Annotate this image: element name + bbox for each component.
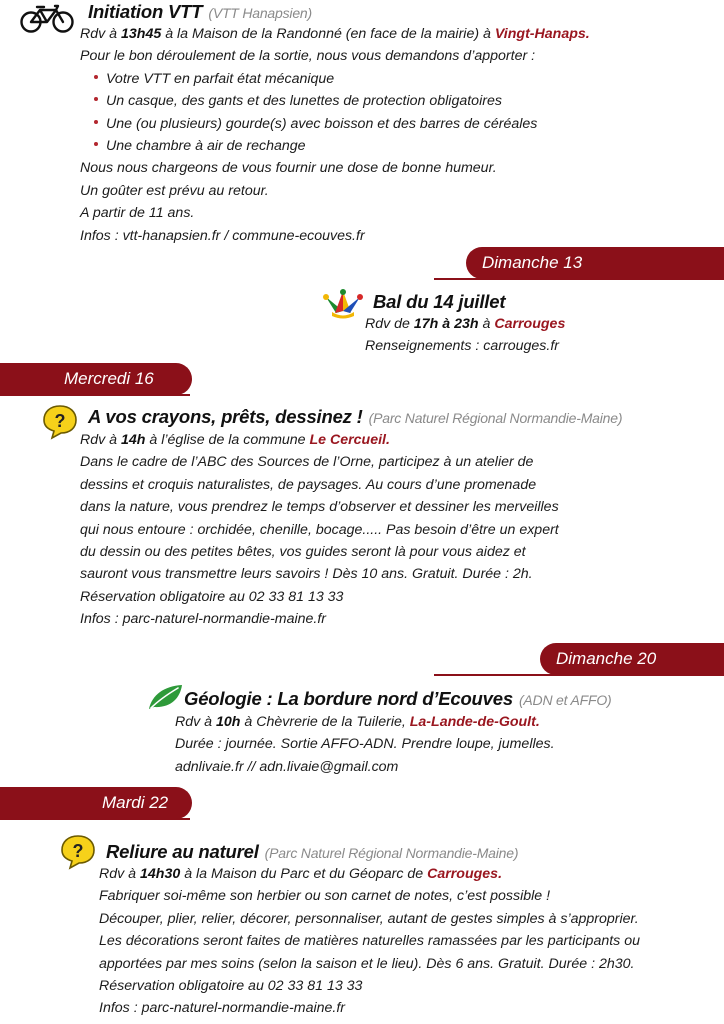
- date-label: Mardi 22: [102, 793, 169, 812]
- date-banner-mercredi-16: [0, 363, 192, 395]
- bicycle-icon: [20, 3, 74, 33]
- svg-text:?: ?: [72, 841, 84, 861]
- title-text: Initiation VTT: [88, 1, 203, 22]
- organizer: (Parc Naturel Régional Normandie-Maine): [368, 410, 623, 426]
- event-title: [106, 841, 518, 863]
- event-title: [88, 1, 312, 23]
- text-line: Dans le cadre de l’ABC des Sources de l’Orne, participez à un atelier de: [80, 454, 534, 471]
- text-line: Découper, plier, relier, décorer, personnaliser, autant de gestes simples à s’approprier.: [99, 910, 639, 927]
- text-line: dans la nature, vous prendrez le temps d’observer et dessiner les merveilles: [80, 499, 559, 516]
- text-line: qui nous entoure : orchidée, chenille, bocage..... Pas besoin d’être un expert: [80, 521, 559, 538]
- text-line: Durée : journée. Sortie AFFO-ADN. Prendre loupe, jumelles.: [175, 736, 555, 753]
- list-item: Votre VTT en parfait état mécanique: [94, 68, 590, 90]
- text-line: dessins et croquis naturalistes, de paysages. Au cours d’une promenade: [80, 476, 537, 493]
- question-bubble-icon: [60, 834, 96, 870]
- rdv-line: Rdv de 17h à 23h à Carrouges: [365, 316, 566, 332]
- text-line: Les décorations seront faites de matières naturelles ramassées par les participants ou: [99, 933, 640, 950]
- text-line: A partir de 11 ans.: [80, 205, 195, 222]
- date-banner-mardi-22: [0, 787, 192, 819]
- date-label: Dimanche 13: [482, 253, 583, 272]
- text-line: Réservation obligatoire au 02 33 81 13 33: [80, 588, 344, 605]
- info-line: Infos : vtt-hanapsien.fr / commune-ecouves.fr: [80, 227, 365, 244]
- text-line: Nous nous chargeons de vous fournir une dose de bonne humeur.: [80, 160, 497, 177]
- date-banner-dimanche-13: [466, 247, 724, 279]
- info-line: Renseignements : carrouges.fr: [365, 338, 559, 355]
- event-body: [80, 23, 590, 247]
- event-title: [184, 688, 612, 710]
- event-body: [99, 863, 640, 1020]
- svg-text:?: ?: [54, 411, 66, 431]
- info-line: Infos : parc-naturel-normandie-maine.fr: [80, 611, 327, 628]
- title-text: Reliure au naturel: [106, 841, 259, 862]
- title-text: Géologie : La bordure nord d’Ecouves: [184, 688, 513, 709]
- text-line: Réservation obligatoire au 02 33 81 13 33: [99, 977, 363, 994]
- list-item: Une chambre à air de rechange: [94, 135, 590, 157]
- event-body: [365, 313, 565, 358]
- text-line: sauront vous transmettre leurs savoirs ! Dès 10 ans. Gratuit. Durée : 2h.: [80, 566, 533, 583]
- rdv-line: Rdv à 14h30 à la Maison du Parc et du Géoparc de Carrouges.: [99, 866, 503, 882]
- text-line: du dessin ou des petites bêtes, vos guides seront là pour vous aidez et: [80, 543, 526, 560]
- date-label: Mercredi 16: [64, 369, 154, 388]
- text-line: Fabriquer soi-même son herbier ou son carnet de notes, c’est possible !: [99, 888, 551, 905]
- organizer: (VTT Hanapsien): [208, 5, 312, 21]
- event-body: [80, 429, 559, 631]
- event-title: [88, 406, 622, 428]
- text-line: Un goûter est prévu au retour.: [80, 182, 269, 199]
- question-bubble-icon: [42, 404, 78, 440]
- title-text: A vos crayons, prêts, dessinez !: [88, 406, 363, 427]
- leaf-icon: [146, 683, 184, 711]
- list-item: Un casque, des gants et des lunettes de protection obligatoires: [94, 90, 590, 112]
- info-line: Infos : parc-naturel-normandie-maine.fr: [99, 1000, 346, 1017]
- event-title: Bal du 14 juillet: [373, 291, 506, 312]
- rdv-line: Rdv à 14h à l’église de la commune Le Cercueil.: [80, 432, 390, 448]
- jester-hat-icon: [318, 289, 368, 319]
- rdv-line: Rdv à 10h à Chèvrerie de la Tuilerie, La-Lande-de-Goult.: [175, 714, 540, 730]
- organizer: (ADN et AFFO): [518, 692, 612, 708]
- organizer: (Parc Naturel Régional Normandie-Maine): [264, 845, 519, 861]
- list-item: Une (ou plusieurs) gourde(s) avec boisson et des barres de céréales: [94, 113, 590, 135]
- text-line: apportées par mes soins (selon la saison et le lieu). Dès 6 ans. Gratuit. Durée : 2h30.: [99, 955, 635, 972]
- event-body: [175, 711, 555, 778]
- intro-line: Pour le bon déroulement de la sortie, nous vous demandons d’apporter :: [80, 48, 536, 65]
- date-label: Dimanche 20: [556, 649, 657, 668]
- date-banner-dimanche-20: [540, 643, 724, 675]
- rdv-line: Rdv à 13h45 à la Maison de la Randonné (en face de la mairie) à Vingt-Hanaps.: [80, 26, 590, 42]
- info-line: adnlivaie.fr // adn.livaie@gmail.com: [175, 758, 399, 775]
